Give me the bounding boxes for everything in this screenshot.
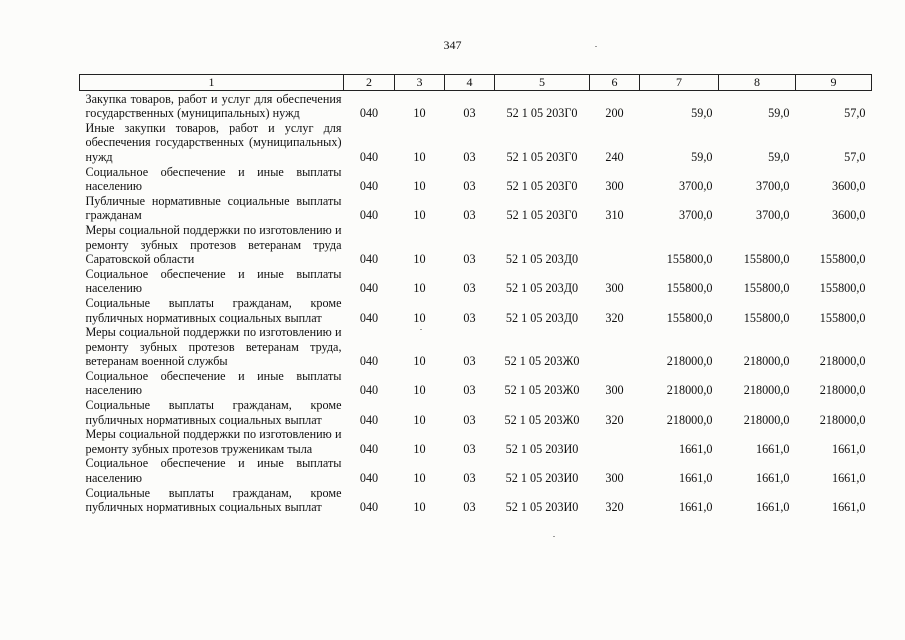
cell-razdel: 10 — [413, 149, 426, 164]
cell-podrazdel: 03 — [463, 208, 476, 223]
cell-amount-2: 3700,0 — [755, 179, 790, 194]
row-name: Социальное обеспечение и иные выплаты населению — [85, 368, 342, 398]
cell-podrazdel: 03 — [463, 383, 476, 398]
cell-amount-1: 1661,0 — [678, 441, 713, 456]
table-row — [80, 456, 872, 485]
cell-amount-3: 218000,0 — [819, 383, 866, 398]
row-name: Иные закупки товаров, работ и услуг для обеспечения государственных (муниципальных) нужд — [85, 120, 342, 164]
cell-razdel: 10 — [413, 252, 426, 267]
cell-expense-type: 300 — [605, 471, 624, 486]
cell-amount-1: 59,0 — [691, 149, 713, 164]
cell-target-code: 52 1 05 203Г0 — [506, 179, 578, 194]
cell-target-code: 52 1 05 203И0 — [505, 471, 579, 486]
column-header: 1 — [80, 75, 344, 91]
cell-target-code: 52 1 05 203Д0 — [505, 310, 579, 325]
cell-glava: 040 — [359, 208, 379, 223]
cell-amount-2: 155800,0 — [743, 281, 790, 296]
row-name: Меры социальной поддержки по изготовлению и ремонту зубных протезов ветеранам труда, ветеранам военной службы — [85, 325, 342, 369]
row-name: Публичные нормативные социальные выплаты гражданам — [85, 193, 342, 223]
column-header: 3 — [395, 75, 445, 91]
cell-amount-2: 59,0 — [768, 149, 790, 164]
cell-podrazdel: 03 — [463, 179, 476, 194]
row-name: Меры социальной поддержки по изготовлению и ремонту зубных протезов ветеранам труда Саратовской области — [85, 222, 342, 267]
cell-amount-1: 3700,0 — [678, 179, 713, 194]
cell-expense-type: 300 — [605, 383, 624, 398]
cell-amount-3: 155800,0 — [819, 252, 866, 267]
cell-amount-3: 155800,0 — [819, 281, 866, 296]
cell-target-code: 52 1 05 203Ж0 — [504, 383, 580, 398]
cell-amount-1: 1661,0 — [678, 471, 713, 486]
cell-amount-3: 3600,0 — [831, 208, 866, 223]
cell-amount-1: 155800,0 — [666, 310, 713, 325]
cell-amount-3: 155800,0 — [819, 310, 866, 325]
cell-razdel: 10 — [413, 412, 426, 427]
table-row — [80, 486, 872, 515]
cell-amount-2: 1661,0 — [755, 441, 790, 456]
scan-speck — [595, 46, 597, 47]
cell-amount-1: 218000,0 — [666, 354, 713, 369]
cell-glava: 040 — [359, 310, 379, 325]
row-name: Меры социальной поддержки по изготовлению и ремонту зубных протезов труженикам тыла — [85, 427, 342, 456]
cell-glava: 040 — [359, 441, 379, 456]
cell-glava: 040 — [359, 106, 379, 121]
cell-expense-type: 320 — [605, 412, 624, 427]
cell-amount-3: 218000,0 — [819, 354, 866, 369]
row-name: Социальное обеспечение и иные выплаты населению — [85, 456, 342, 486]
cell-glava: 040 — [359, 179, 379, 194]
table-row — [80, 121, 872, 165]
cell-glava: 040 — [359, 500, 379, 515]
table-row — [80, 325, 872, 369]
cell-amount-2: 1661,0 — [755, 471, 790, 486]
cell-glava: 040 — [359, 383, 379, 398]
column-header: 8 — [719, 75, 796, 91]
cell-podrazdel: 03 — [463, 149, 476, 164]
cell-expense-type: 310 — [605, 208, 624, 223]
cell-podrazdel: 03 — [463, 354, 476, 369]
cell-amount-3: 1661,0 — [831, 471, 866, 486]
scan-speck — [420, 329, 422, 330]
cell-amount-3: 218000,0 — [819, 412, 866, 427]
cell-podrazdel: 03 — [463, 310, 476, 325]
cell-amount-2: 3700,0 — [755, 208, 790, 223]
cell-amount-1: 218000,0 — [666, 412, 713, 427]
cell-amount-2: 59,0 — [768, 106, 790, 121]
cell-amount-1: 59,0 — [691, 106, 713, 121]
cell-glava: 040 — [359, 252, 379, 267]
cell-amount-3: 1661,0 — [831, 500, 866, 515]
cell-target-code: 52 1 05 203И0 — [505, 441, 579, 456]
row-name: Социальные выплаты гражданам, кроме публичных нормативных социальных выплат — [85, 295, 342, 325]
cell-target-code: 52 1 05 203И0 — [505, 500, 579, 515]
cell-amount-2: 155800,0 — [743, 310, 790, 325]
budget-table — [79, 74, 872, 515]
cell-target-code: 52 1 05 203Ж0 — [504, 412, 580, 427]
cell-podrazdel: 03 — [463, 106, 476, 121]
table-row — [80, 427, 872, 456]
cell-expense-type: 300 — [605, 179, 624, 194]
cell-razdel: 10 — [413, 106, 426, 121]
cell-target-code: 52 1 05 203Г0 — [506, 106, 578, 121]
cell-amount-1: 1661,0 — [678, 500, 713, 515]
cell-glava: 040 — [359, 471, 379, 486]
cell-amount-3: 1661,0 — [831, 441, 866, 456]
column-header: 4 — [445, 75, 495, 91]
cell-glava: 040 — [359, 412, 379, 427]
cell-razdel: 10 — [413, 310, 426, 325]
table-row — [80, 296, 872, 325]
cell-glava: 040 — [359, 354, 379, 369]
column-header: 7 — [640, 75, 719, 91]
cell-expense-type: 320 — [605, 500, 624, 515]
table-row — [80, 90, 872, 121]
cell-amount-1: 218000,0 — [666, 383, 713, 398]
table-row — [80, 369, 872, 398]
row-name: Социальные выплаты гражданам, кроме публичных нормативных социальных выплат — [85, 398, 342, 427]
cell-razdel: 10 — [413, 179, 426, 194]
cell-razdel: 10 — [413, 471, 426, 486]
cell-amount-2: 218000,0 — [743, 383, 790, 398]
cell-glava: 040 — [359, 281, 379, 296]
cell-amount-3: 57,0 — [844, 149, 866, 164]
row-name: Социальное обеспечение и иные выплаты населению — [85, 164, 342, 194]
column-header: 9 — [796, 75, 872, 91]
cell-podrazdel: 03 — [463, 441, 476, 456]
cell-razdel: 10 — [413, 354, 426, 369]
cell-expense-type: 200 — [605, 106, 624, 121]
cell-amount-2: 218000,0 — [743, 412, 790, 427]
cell-razdel: 10 — [413, 281, 426, 296]
cell-amount-2: 1661,0 — [755, 500, 790, 515]
cell-target-code: 52 1 05 203Д0 — [505, 252, 579, 267]
table-row — [80, 194, 872, 223]
scan-speck — [553, 536, 555, 537]
cell-podrazdel: 03 — [463, 412, 476, 427]
table-header-row — [80, 75, 872, 91]
row-name: Социальные выплаты гражданам, кроме публичных нормативных социальных выплат — [85, 485, 342, 515]
cell-razdel: 10 — [413, 441, 426, 456]
table-row — [80, 267, 872, 296]
cell-podrazdel: 03 — [463, 281, 476, 296]
cell-razdel: 10 — [413, 500, 426, 515]
table-row — [80, 223, 872, 267]
cell-glava: 040 — [359, 149, 379, 164]
cell-expense-type: 320 — [605, 310, 624, 325]
cell-amount-1: 3700,0 — [678, 208, 713, 223]
cell-expense-type: 240 — [605, 149, 624, 164]
column-header: 2 — [344, 75, 395, 91]
cell-razdel: 10 — [413, 208, 426, 223]
table-row — [80, 165, 872, 194]
cell-amount-2: 155800,0 — [743, 252, 790, 267]
cell-amount-1: 155800,0 — [666, 281, 713, 296]
table-row — [80, 398, 872, 427]
cell-podrazdel: 03 — [463, 252, 476, 267]
cell-podrazdel: 03 — [463, 500, 476, 515]
cell-amount-1: 155800,0 — [666, 252, 713, 267]
page-number: 347 — [443, 38, 462, 52]
cell-expense-type — [590, 223, 640, 267]
cell-podrazdel: 03 — [463, 471, 476, 486]
cell-target-code: 52 1 05 203Ж0 — [504, 354, 580, 369]
cell-amount-3: 57,0 — [844, 106, 866, 121]
cell-target-code: 52 1 05 203Г0 — [506, 149, 578, 164]
cell-amount-3: 3600,0 — [831, 179, 866, 194]
row-name: Закупка товаров, работ и услуг для обеспечения государственных (муниципальных) нужд — [85, 91, 342, 121]
row-name: Социальное обеспечение и иные выплаты населению — [85, 266, 342, 296]
cell-expense-type — [590, 427, 640, 456]
column-header: 6 — [590, 75, 640, 91]
cell-target-code: 52 1 05 203Г0 — [506, 208, 578, 223]
cell-target-code: 52 1 05 203Д0 — [505, 281, 579, 296]
cell-expense-type — [590, 325, 640, 369]
column-header: 5 — [495, 75, 590, 91]
cell-amount-2: 218000,0 — [743, 354, 790, 369]
cell-expense-type: 300 — [605, 281, 624, 296]
cell-razdel: 10 — [413, 383, 426, 398]
